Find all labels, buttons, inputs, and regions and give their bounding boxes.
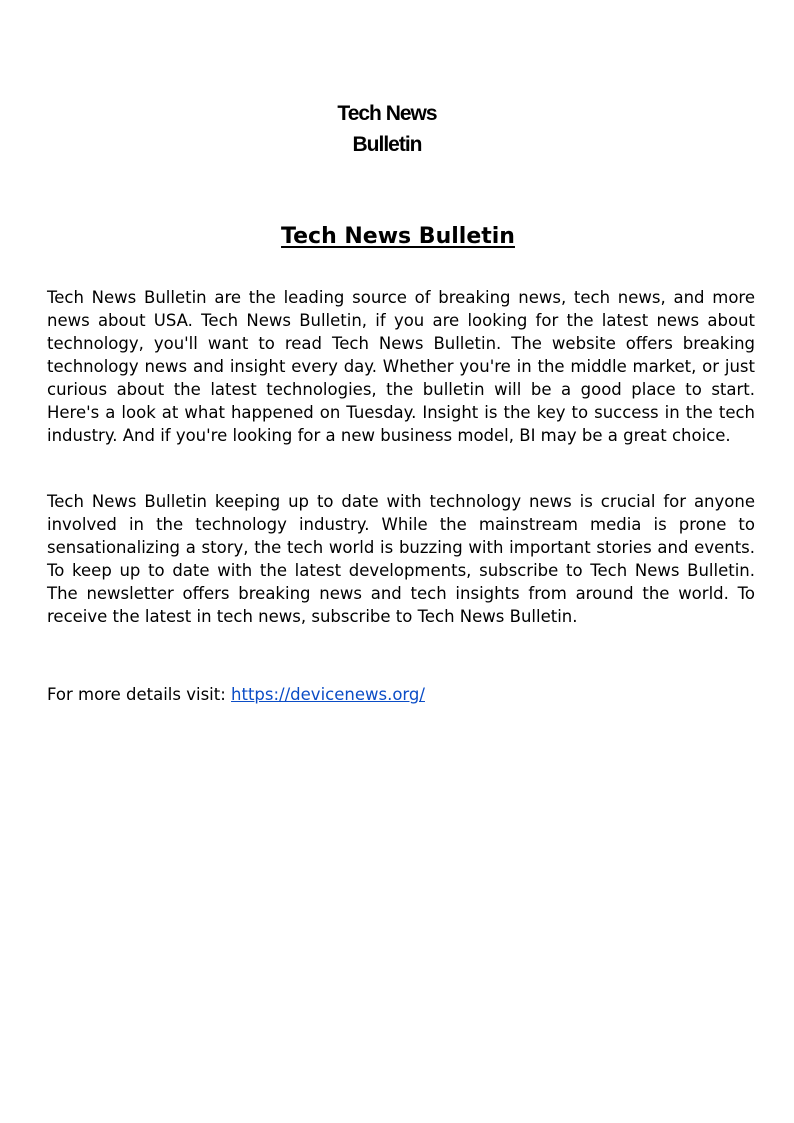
logo-line-1: Tech News [337, 102, 437, 125]
article-title: Tech News Bulletin [281, 224, 515, 249]
logo-line-2: Bulletin [352, 133, 422, 156]
logo-text [0, 98, 774, 160]
details-line [47, 683, 755, 706]
article-paragraph-1: Tech News Bulletin are the leading source of breaking news, tech news, and more news about USA. Tech News Bulletin, if you are looking for the latest news about technology, you'll want to read Tech News Bulletin. The website offers breaking technology news and insight every day. Whether you're in the middle market, or just curious about the latest technologies, the bulletin will be a good place to start. Here's a look at what happened on Tuesday. Insight is the key to success in the tech industry. And if you're looking for a new business model, BI may be a great choice. [47, 288, 755, 445]
details-link[interactable]: https://devicenews.org/ [231, 685, 425, 704]
article-paragraph-2: Tech News Bulletin keeping up to date with technology news is crucial for anyone involved in the technology industry. While the mainstream media is prone to sensationalizing a story, the tech world is buzzing with important stories and events. To keep up to date with the latest developments, subscribe to Tech News Bulletin. The newsletter offers breaking news and tech insights from around the world. To receive the latest in tech news, subscribe to Tech News Bulletin. [47, 492, 755, 626]
details-label: For more details visit: [47, 685, 232, 704]
